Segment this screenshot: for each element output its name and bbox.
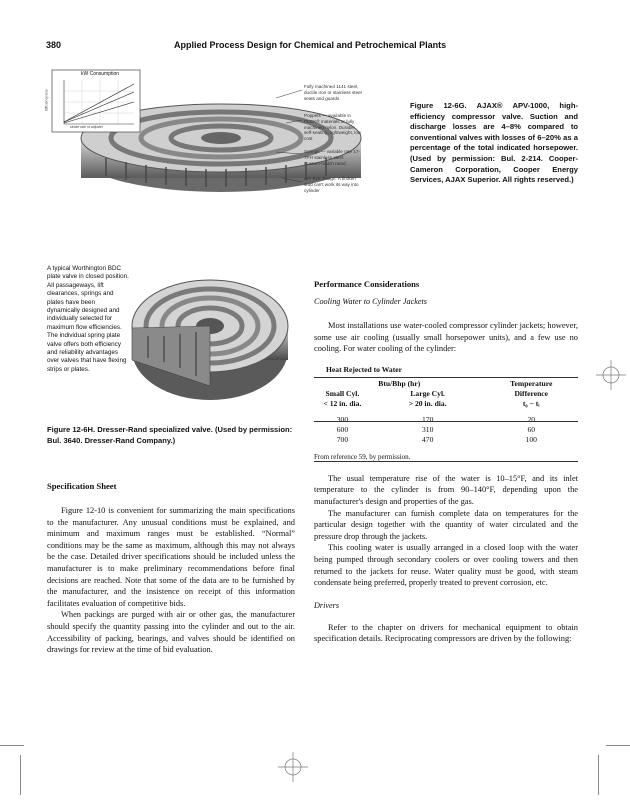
table-cell: 170: [421, 414, 434, 424]
table-row: [314, 435, 578, 445]
valve-cutaway-image-h: [128, 266, 292, 414]
callout-poppets: Poppets — available in PEEK® materials or fully machined nylon. Durable, self-seating, lightweight, low cost: [304, 113, 362, 142]
figure-h-caption: Figure 12-6H. Dresser-Rand specialized valve. (Used by permission: Bul. 3640. Dresser-Rand Company.): [47, 425, 293, 445]
table-row: [314, 425, 578, 435]
right-paragraph: This cooling water is usually arranged in a closed loop with the water being pumped through secondary coolers or over cooling towers and then returned to the jackets for reuse. Water quality must be good, with steam condensate being preferred, properly treated to prevent corrosion, etc.: [314, 543, 578, 588]
callout-springs: Springs — variable rate 17-7PH stainless steel. Custom-match rated: [304, 149, 360, 166]
drivers-paragraph: Refer to the chapter on drivers for mechanical equipment to obtain specification details. Reciprocating compressors are driven by the following:: [314, 622, 578, 644]
table-header-rule: [314, 421, 578, 422]
table-cell: 60: [527, 424, 536, 434]
table-col1-header: Small Cyl.: [325, 388, 360, 398]
crop-mark: [20, 755, 21, 795]
left-paragraph: When packings are purged with air or other gas, the manufacturer should specify the quantity passing into the cylinder and out to the air. Accessibility of packing, bearings, and valves should be identified on drawings for review at the time of bid evaluation.: [47, 610, 295, 655]
cooling-water-subheading: Cooling Water to Cylinder Jackets: [314, 297, 427, 306]
table-title: Heat Rejected to Water: [326, 364, 402, 374]
table-row: [314, 415, 578, 425]
specification-sheet-heading: Specification Sheet: [47, 481, 117, 491]
chart-ylabel: Efficiency loss: [44, 89, 49, 111]
table-cell: 100: [525, 434, 537, 444]
table-col3-header: Difference: [514, 388, 549, 398]
drivers-subheading: Drivers: [314, 600, 340, 610]
right-paragraph: The manufacturer can furnish complete data on temperatures for the particular design together with the quantity of water circulated and the pressure drop through the jackets.: [314, 508, 578, 541]
callout-api: API-618 design. A broken stud can't work its way into cylinder: [304, 176, 359, 193]
figure-g-caption: Figure 12-6G. AJAX® APV-1000, high-efficiency compressor valve. Suction and discharge losses are 4–8% compared to conventional valves with losses of 6–20% as a percentage of the total indicated horsepower. (Used by permission: Bul. 2-214. Cooper-Cameron Corporation, Cooper Energy Services, AJAX Superior. All rights reserved.): [410, 101, 578, 185]
crop-mark: [598, 755, 599, 795]
table-cell: 700: [336, 434, 349, 444]
table-cell: 300: [336, 414, 349, 424]
table-cell: 600: [336, 424, 349, 434]
table-col3-sub: t₀ − tᵢ: [522, 398, 540, 408]
crop-mark: [0, 745, 24, 746]
table-col2-sub: > 20 in. dia.: [408, 398, 447, 408]
table-cell: 310: [421, 424, 434, 434]
right-intro-paragraph: Most installations use water-cooled compressor cylinder jackets; however, some use air cooling (usually small horsepower units), and a few use no cooling. For water cooling of the cylinder:: [314, 321, 578, 354]
table-temp-header: Temperature: [510, 378, 553, 388]
callout-seats: Fully machined 1141 steel, ductile iron or stainless steel seats and guards: [304, 84, 362, 101]
table-cell: 20: [527, 414, 536, 424]
figure-h-illustration: [128, 266, 292, 414]
left-column: [47, 481, 295, 656]
registration-mark-right: [596, 360, 626, 390]
table-source: From reference 59, by permission.: [314, 452, 411, 461]
registration-mark-bottom: [278, 752, 308, 782]
chart-title: kW Consumption: [81, 71, 120, 77]
figure-h-side-note: A typical Worthington BDC plate valve in closed position. All passageways, lift clearances, springs and plates have been dynamically designed and individually selected for maximum flow efficiencies. The individual spring plate valve offers both efficiency and reliability advantages over valves that have flexing strips or plates.: [47, 265, 129, 373]
right-column: [314, 279, 578, 645]
performance-heading: Performance Considerations: [314, 279, 420, 289]
right-paragraph: The usual temperature rise of the water is 10–15°F, and its inlet temperature to the cylinder is from 90–140°F, depending upon the manufacturer's design and properties of the gas.: [314, 473, 578, 506]
table-bottom-rule: [314, 461, 578, 462]
chart-xlabel: stroke rate rd adjuster: [70, 125, 103, 129]
crop-mark: [606, 745, 630, 746]
heat-rejected-table: [314, 365, 578, 462]
table-col1-sub: < 12 in. dia.: [323, 398, 362, 408]
table-col2-header: Large Cyl.: [410, 388, 445, 398]
figure-g-illustration: [46, 68, 408, 212]
running-title: Applied Process Design for Chemical and Petrochemical Plants: [174, 40, 447, 50]
left-paragraph: Figure 12-10 is convenient for summarizing the main specifications to the manufacturer. Any unusual conditions must be explained, and minimum and maximum ranges must be established. “Normal” conditions may be the same as maximum, although this may not always be the case. Detailed driver specifications should be included unless the manufacturer is to make preliminary recommendations before final decisions are reached. Note that some of the data are to be furnished by the manufacturer, and the insistence on receipt of this information facilitates evaluation of competitive bids.: [47, 506, 295, 608]
table-cell: 470: [421, 434, 434, 444]
table-group-header: Btu/Bhp (hr): [378, 378, 421, 388]
table-top-rule: [314, 377, 578, 378]
page-number: 380: [46, 40, 62, 50]
